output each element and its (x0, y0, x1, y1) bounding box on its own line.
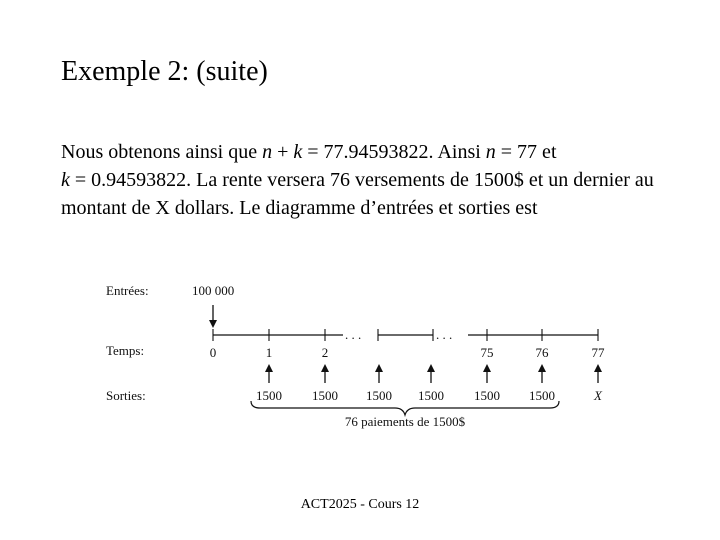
para-text-3: = 77.94593822. Ainsi (302, 141, 486, 163)
tick-label: 2 (321, 345, 329, 360)
var-n: n (262, 141, 273, 163)
outflow-amount: 1500 (366, 388, 392, 403)
var-k: k (293, 141, 303, 163)
para-text-1: Nous obtenons ainsi que (61, 141, 263, 163)
tick-label: 0 (209, 345, 217, 360)
outflow-amount: 1500 (312, 388, 338, 403)
timeline-ellipsis: . . . (345, 327, 362, 342)
inflows-row-label: Entrées: (106, 283, 149, 298)
inflow-amount: 100 000 (192, 283, 235, 298)
para-text-5: = 0.94593822. La rente versera 76 versements de 1500$ et un dernier au montant de X dollars. Le diagramme d’entrées et sorties est (61, 169, 654, 219)
var-n: n (485, 141, 496, 163)
outflow-amount: 1500 (418, 388, 444, 403)
outflow-payments (256, 368, 603, 403)
tick-label: 76 (535, 345, 549, 360)
var-k: k (61, 169, 70, 191)
outflow-amount: 1500 (256, 388, 282, 403)
payments-brace (251, 401, 559, 415)
time-row-label: Temps: (106, 343, 145, 358)
slide-title: Exemple 2: (suite) (61, 56, 268, 87)
outflows-row-label: Sorties: (106, 388, 146, 403)
outflow-amount: 1500 (529, 388, 555, 403)
timeline-ticks (210, 329, 605, 360)
brace-label: 76 paiements de 1500$ (344, 414, 466, 429)
tick-label: 1 (265, 345, 273, 360)
para-text-2: + (272, 141, 294, 163)
outflow-amount: 1500 (474, 388, 500, 403)
outflow-amount: X (594, 388, 602, 403)
slide-footer: ACT2025 - Cours 12 (300, 497, 420, 512)
timeline-ellipsis: . . . (436, 327, 453, 342)
tick-label: 75 (480, 345, 494, 360)
para-text-4: = 77 et (495, 141, 557, 163)
tick-label: 77 (591, 345, 605, 360)
